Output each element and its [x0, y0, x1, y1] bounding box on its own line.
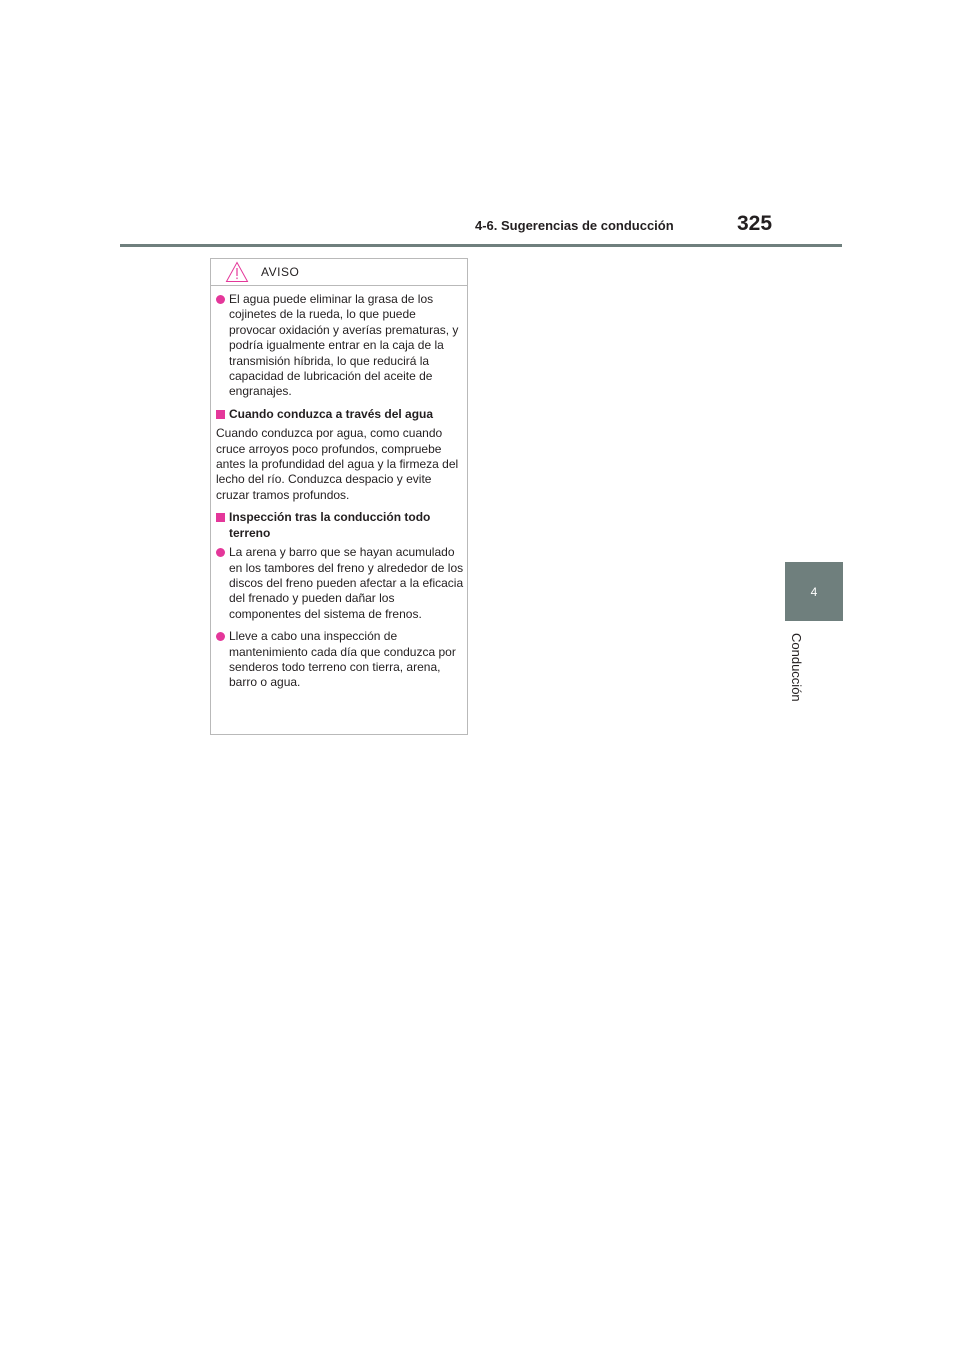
warning-body [216, 292, 464, 698]
warning-title: AVISO [261, 265, 300, 279]
list-item [216, 629, 464, 691]
header-section-title: 4-6. Sugerencias de conducción [475, 218, 674, 233]
bullet-dot-icon [216, 632, 225, 641]
chapter-number: 4 [810, 584, 818, 599]
square-bullet-icon [216, 410, 225, 419]
square-bullet-icon [216, 513, 225, 522]
section-heading-water [216, 407, 464, 422]
paragraph-water: Cuando conduzca por agua, como cuando cruce arroyos poco profundos, compruebe antes la profundidad del agua y la firmeza del lecho del río. Conduzca despacio y evite cruzar tramos profundos. [216, 426, 459, 502]
bullet-text: El agua puede eliminar la grasa de los cojinetes de la rueda, lo que puede provocar oxidación y averías prematuras, y podría igualmente entrar en la caja de la transmisión híbrida, lo que reducirá la capacidad de lubricación del aceite de engranajes. [229, 292, 459, 399]
list-item [216, 545, 464, 622]
header-rule [120, 244, 842, 247]
warning-triangle-icon [225, 261, 249, 283]
page-number: 325 [737, 212, 773, 235]
list-item [216, 292, 464, 400]
chapter-label: Conducción [789, 633, 804, 702]
bullet-dot-icon [216, 548, 225, 557]
bullet-text: Lleve a cabo una inspección de mantenimiento cada día que conduzca por senderos todo terreno con tierra, arena, barro o agua. [229, 629, 456, 690]
section-heading-text: Cuando conduzca a través del agua [229, 406, 434, 421]
warning-header [211, 259, 467, 286]
section-heading-inspection [216, 510, 464, 541]
section-heading-text: Inspección tras la conducción todo terreno [229, 510, 431, 540]
bullet-text: La arena y barro que se hayan acumulado en los tambores del freno y alrededor de los discos del freno pueden afectar a la eficacia del frenado y pueden dañar los componentes del sistema de frenos. [229, 545, 464, 621]
bullet-dot-icon [216, 295, 225, 304]
warning-box [210, 258, 468, 735]
chapter-tab [785, 562, 843, 621]
